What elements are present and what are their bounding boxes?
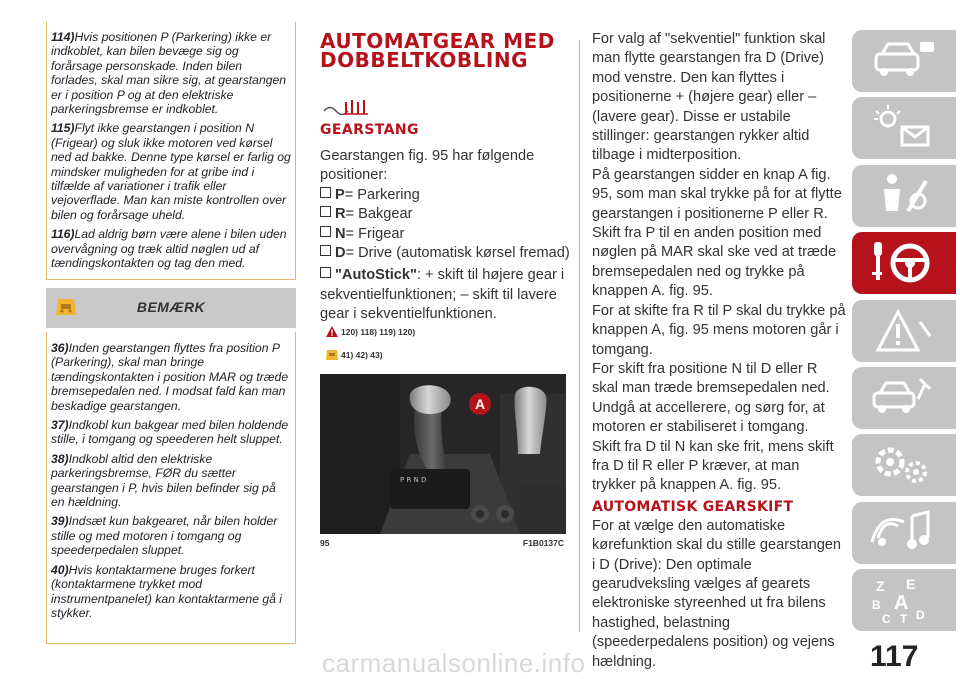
bemaerk-title: BEMÆRK [136, 299, 206, 315]
gear-item-n: N= Frigear [320, 225, 570, 244]
figure-code: F1B0137C [522, 538, 564, 548]
svg-text:P R N D: P R N D [400, 476, 427, 484]
paragraph-shift-from-p: Skift fra P til en anden position med nøglen på MAR skal ske ved at træde bremsepedalen ned og trykke på knappen A. fig. 95. [592, 225, 837, 300]
svg-text:A: A [894, 592, 909, 615]
note-refs: 41) 42) 43) [326, 349, 383, 360]
warning-icon [326, 326, 338, 337]
warnings-box [46, 22, 296, 280]
warning-lights-icon [868, 103, 938, 153]
paragraph-d-to-n: Skift fra D til N kan ske frit, mens skift fra D til R eller P kræver, at man trykker på knappen A. fig. 95. [592, 438, 834, 494]
gear-positions [320, 147, 570, 325]
warning-115: 115)Flyt ikke gearstangen i position N (Frigear) og sluk ikke motoren ved kørsel ned ad bakke. Denne type kørsel er farlig og mindsker muligheden for at gribe ind i tilfælde af variationer i trafik eller vejoverflade. Man kan miste kontrollen over bilen og forårsage uheld. [51, 121, 291, 222]
svg-text:T: T [900, 612, 908, 626]
right-column [592, 30, 846, 672]
tab-index[interactable] [852, 569, 956, 631]
tab-starting-driving[interactable] [852, 232, 956, 294]
car-service-icon [868, 373, 938, 423]
paragraph-button-a: På gearstangen sidder en knap A fig. 95, som man skal trykke på for at flytte gearstangen i positionerne P eller R. [592, 166, 842, 222]
technical-data-icon [868, 440, 938, 490]
gear-item-p: P= Parkering [320, 186, 570, 205]
warning-116: 116)Lad aldrig børn være alene i bilen uden overvågning og træk altid nøglen ud af tændingskontakten og tag den med. [51, 227, 287, 271]
paragraph-n-to-d: For skift fra positione N til D eller R skal man træde bremsepedalen ned. Undgå at accellerere, og sørg for, at motoren er stabiliseret i tomgang. [592, 360, 830, 436]
svg-text:Z: Z [876, 578, 885, 595]
tab-emergency[interactable] [852, 300, 956, 362]
tab-safety[interactable] [852, 165, 956, 227]
gear-item-r: R= Bakgear [320, 205, 570, 224]
tab-dashboard[interactable] [852, 30, 956, 92]
figure-number: 95 [320, 538, 330, 548]
note-36: 36)Inden gearstangen flyttes fra position P (Parkering), skal man bringe tændingskontakten i position MAR og træde bremsepedalen ned. I modsat fald kan man beskadige gearstangen. [51, 341, 289, 413]
svg-text:E: E [906, 576, 916, 593]
car-dashboard-icon [868, 36, 938, 86]
road-warning-icon [868, 306, 938, 356]
multimedia-icon [868, 508, 938, 558]
tab-service[interactable] [852, 367, 956, 429]
svg-text:C: C [882, 612, 891, 626]
gearbox-icon [322, 96, 370, 118]
tab-technical-data[interactable] [852, 434, 956, 496]
watermark: carmanualsonline.info [322, 648, 586, 678]
automatic-shift-title: AUTOMATISK GEARSKIFT [592, 498, 794, 515]
warning-refs: 120) 118) 119) 120) [326, 326, 415, 337]
gear-lever-illustration [320, 374, 566, 534]
index-icon [868, 575, 938, 625]
figure-label-a: A [474, 396, 486, 412]
tab-multimedia[interactable] [852, 502, 956, 564]
note-39: 39)Indsæt kun bakgearet, når bilen holder stille og med motoren i tomgang og speederpedalen sluppet. [51, 514, 278, 558]
column-divider [579, 40, 580, 632]
gearstang-title: GEARSTANG [320, 122, 419, 138]
bemaerk-header [46, 288, 296, 328]
notes-box [46, 332, 296, 644]
gear-intro: Gearstangen fig. 95 har følgende positioner: [320, 148, 535, 184]
paragraph-automatic: For at vælge den automatiske kørefunktion skal du stille gearstangen i D (Drive): Den optimale gearudveksling vælges af gearets elektroniske styreenhed ut fra bilens hastighed, belastning (speederpedalens position) og vejens hældning. [592, 517, 842, 670]
note-40: 40)Hvis kontaktarmene bruges forkert (kontaktarmene trykket mod instrumentpanelet) kan kontaktarmene gå i stykker. [51, 562, 283, 620]
tab-warning-lights[interactable] [852, 97, 956, 159]
note-car-icon [326, 349, 338, 360]
key-steering-wheel-icon [868, 238, 938, 288]
note-37: 37)Indkobl kun bakgear med bilen holdende stille, i tomgang og speederen helt sluppet. [51, 418, 289, 447]
chapter-tabs [852, 30, 960, 637]
gear-item-autostick: "AutoStick": + skift til højere gear i sekventielfunktionen; – skift til lavere gear i sekventielfunktionen. [320, 267, 565, 323]
note-38: 38)Indkobl altid den elektriske parkeringsbremse, FØR du sætter gearstangen i P, hvis bilen befinder sig på en hældning. [51, 451, 276, 510]
gear-item-d: D= Drive (automatisk kørsel fremad) [320, 244, 570, 263]
paragraph-r-to-p: For at skifte fra R til P skal du trykke på knappen A, fig. 95 mens motoren går i tomgang. [592, 302, 846, 358]
page-number: 117 [870, 640, 919, 673]
seatbelt-airbag-icon [868, 171, 938, 221]
svg-text:D: D [916, 608, 925, 623]
gear-lever-figure [320, 374, 566, 534]
section-title: AUTOMATGEAR MED DOBBELTKOBLING [320, 29, 555, 72]
paragraph-sequential: For valg af "sekventiel" funktion skal man flytte gearstangen fra D (Drive) mod venstre. Den kan flyttes i positionerne + (højere gear) eller – (lavere gear). Disse er ustabile stillinger: gearstangen rykker altid tilbage i midterposition. [592, 31, 826, 164]
svg-text:B: B [872, 598, 881, 613]
figure-caption [320, 538, 566, 548]
warning-114: 114)Hvis positionen P (Parkering) ikke er indkoblet, kan bilen bevæge sig og forårsage personskade. Inden bilen forlades, skal man sikre sig, at gearstangen er i position P og at den elektriske parkeringsbremse er indkoblet. [51, 30, 287, 117]
